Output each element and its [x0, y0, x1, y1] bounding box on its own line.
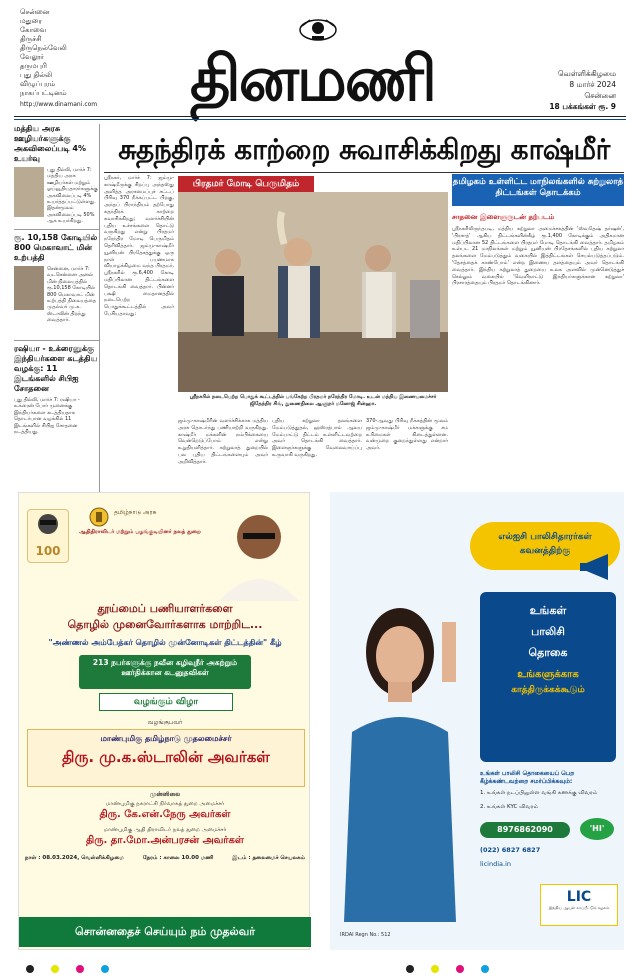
- lic-regn: IRDAI Regn No.: 512: [340, 932, 391, 938]
- issue-city: சென்னை: [584, 91, 616, 100]
- editions-list: [20, 8, 115, 109]
- edition: திருநெல்வேலி: [20, 44, 67, 52]
- print-registration-marks: [0, 958, 640, 970]
- left-story-photo: [14, 266, 44, 310]
- centenary-badge: 100: [35, 544, 61, 558]
- scheme-box: [79, 655, 251, 689]
- event-venue: இடம் : தலைமைச் செயலகம்: [232, 855, 305, 861]
- cm-portrait: [209, 501, 307, 601]
- edition: கோவை: [20, 26, 47, 34]
- left-story-photo: [14, 167, 44, 217]
- masthead: [175, 40, 450, 118]
- reg-dot: [406, 965, 414, 973]
- lead-story-tag: பிரதமர் மோடி பெருமிதம்: [178, 176, 314, 192]
- minister-name: திரு. கே.என்.நேரு அவர்கள்: [99, 809, 231, 820]
- cm-title: மாண்புமிகு தமிழ்நாடு முதலமைச்சர்: [100, 734, 232, 743]
- side-story-headline: தமிழகம் உள்ளிட்ட மாநிலங்களில் சுற்றுலாத் திட்டங்கள் தொடக்கம்: [452, 174, 624, 206]
- date-block: [496, 68, 616, 112]
- edition: வேலூர்: [20, 53, 44, 61]
- header-rule-blue: [14, 119, 626, 120]
- whatsapp-hi-badge: 'HI': [580, 818, 614, 840]
- lead-photo: [178, 192, 448, 392]
- edition: விழுப்புரம்: [20, 80, 56, 88]
- reg-dot: [101, 965, 109, 973]
- scheme-name: "அண்ணல் அம்பேத்கர் தொழில் முன்னோடிகள் திட்டத்தின்" கீழ்: [48, 638, 282, 647]
- lead-story-column: 370-ஆவது பிரிவு நீக்கத்தின் மூலம் ஜம்மு-காஷ்மீர் மக்களுக்கு சம உரிமைகள் கிடைத்துள்ளன. வன்முறை குறைந்துள்ளது என்றார் அவர்.: [366, 418, 448, 452]
- cm-name: திரு. மு.க.ஸ்டாலின் அவர்கள்: [62, 748, 270, 766]
- minister-name: திரு. தா.மோ.அன்பரசன் அவர்கள்: [86, 835, 244, 846]
- left-story-headline: ரஷியா - உக்ரைனுக்கு இந்தியர்களை கடத்திய வழக்கு: 11 இடங்களில் சிபிஐ சோதனை: [14, 344, 98, 393]
- lead-photo-caption: ஸ்ரீநகரில் நடைபெற்ற பொதுக் கூட்டத்தில் பங்கேற்ற பிரதமர் நரேந்திர மோடி. உடன் மத்திய இணையமைச்சர் ஜிதேந்திர சிங், துணைநிலை ஆளுநர் மனோஜ் சின்ஹா.: [189, 394, 437, 407]
- ad-headline: தூய்மைப் பணியாளர்களை: [97, 602, 233, 615]
- reg-dot: [76, 965, 84, 973]
- left-story-body: சென்னை, மார்ச் 7: வடசென்னை அனல் மின் நிலையத்தில் ரூ.10,158 கோடியில் 800 மெகாவாட் மின் உற்பத்தி நிலையத்தை முதல்வர் மு.க. ஸ்டாலின் திறந்து வைத்தார்.: [47, 266, 97, 324]
- lic-whatsapp-number[interactable]: 8976862090: [480, 822, 570, 838]
- cm-panel: [27, 729, 305, 787]
- lic-headline: எல்ஐசி பாலிசிதாரர்கள்: [498, 532, 592, 542]
- ad-headline: தொழில் முனைவோர்களாக மாற்றிட...: [67, 618, 263, 631]
- masthead-emblem-icon: [296, 14, 340, 42]
- left-story-headline: ரூ. 10,158 கோடியில் 800 மெகாவாட் மின் உற்பத்தி: [14, 233, 98, 262]
- lic-advertisement: [330, 492, 624, 950]
- lead-photo-illustration: [178, 192, 448, 392]
- cm-portrait-illustration: [209, 501, 307, 601]
- masthead-title: தினமணி: [189, 42, 436, 115]
- dept-label: ஆதிதிராவிடர் மற்றும் பழங்குடியினர் நலத் துறை: [79, 529, 201, 535]
- lic-speech-line: உங்கள்: [529, 604, 567, 617]
- govt-label: தமிழ்நாடு அரசு: [114, 509, 157, 516]
- centenary-logo: [27, 509, 69, 563]
- issue-date: 8 மார்ச் 2024: [569, 80, 616, 89]
- reg-dot: [456, 965, 464, 973]
- lic-brand: LIC: [566, 889, 592, 905]
- lic-step: 1. உங்கள் நடப்பிலுள்ள வங்கி கணக்கு விவரம்: [480, 790, 598, 796]
- reg-dot: [481, 965, 489, 973]
- edition: நாகப்பட்டினம்: [20, 89, 67, 97]
- minister-title: மாண்புமிகு நகராட்சி நிர்வாகத் துறை அமைச்சர்: [105, 801, 225, 807]
- side-story-body: ஸ்ரீநகரிலிருந்தபடி, மத்திய சுற்றுலா அமைச்சகத்தின் 'ஸ்வதேஷ் தர்ஷன்', 'பிரசாத்' ஆகிய திட்டங்களின்கீழ் ரூ.1,400 கோடிக்கும் அதிகமான மதிப்பிலான 52 திட்டங்களை பிரதமர் மோடி தொடங்கி வைத்தார். தமிழகம் உள்பட 21 மாநிலங்கள் மற்றும் யூனியன் பிரதேசங்களில் புதிய சுற்றுலா தலங்களை மேம்படுத்தும் வகையில் இத்திட்டங்கள் செயல்படுத்தப்படும். 'தேசத்தைக் காண்போம்' என்ற இணைய தளத்தையும் அவர் தொடங்கி வைத்தார். இந்திய சுற்றுலாத் துறையை உலக அளவில் முன்னெடுத்துச் செல்லும் வகையில் 'வெளிநாட்டு இந்தியர்களுக்கான சுற்றுலா' பிரசாரத்தையும் பிரதமர் தொடங்கினார்.: [452, 226, 624, 287]
- lic-call-number[interactable]: (022) 6827 6827: [480, 846, 541, 854]
- event-time: நேரம் : காலை 10.00 மணி: [142, 855, 214, 861]
- event-details: [25, 855, 305, 862]
- reg-dot: [51, 965, 59, 973]
- lic-speech-box: [480, 592, 616, 762]
- lic-logo: [540, 884, 618, 926]
- website-link[interactable]: http://www.dinamani.com: [20, 101, 98, 108]
- lic-headline: கவனத்திற்கு: [519, 546, 571, 556]
- edition: மதுரை: [20, 17, 42, 25]
- edition: தருமபுரி: [20, 62, 47, 70]
- event-label: வழங்கும் விழா: [99, 693, 233, 711]
- reg-dot: [26, 965, 34, 973]
- tn-emblem-icon: [89, 507, 109, 527]
- lic-speech-line: தொகை: [528, 646, 568, 659]
- header-rule: [14, 116, 626, 117]
- edition: சென்னை: [20, 8, 50, 16]
- lead-story-column: புதிய சுற்றுலா தலங்களை மேம்படுத்துதல், ஹஸ்ரத்பால் ஆலய மேம்பாட்டு திட்டம் உள்ளிட்டவற்றை அவர் தொடங்கி வைத்தார். இளைஞர்களுக்கு வேலைவாய்ப்பு உருவாகி வருகிறது.: [272, 418, 362, 458]
- issue-day: வெள்ளிக்கிழமை: [557, 69, 616, 78]
- lic-speech-line: காத்திருக்கக்கூடும்: [511, 685, 585, 695]
- lic-website[interactable]: licindia.in: [480, 860, 512, 868]
- event-date: நாள் : 08.03.2024, வெள்ளிக்கிழமை: [25, 855, 124, 861]
- presenter-label: வழங்குபவர்: [147, 719, 183, 726]
- minister-title: மாண்புமிகு ஆதி திராவிடர் நலத் துறை அமைச்சர்: [103, 827, 227, 833]
- lead-story-column: ஸ்ரீநகர், மார்ச் 7: ஜம்மு-காஷ்மீருக்கு சிறப்பு அந்தஸ்து அளித்த அரசமைப்புச் சட்டப் பிரிவு 370 நீக்கப்பட்ட பிறகு, அந்தப் பிராந்தியம் தற்போது சுதந்திரக் காற்றை சுவாசிக்கிறது; வளர்ச்சியின் புதிய உச்சங்களை தொட்டு வருகிறது என்று பிரதமர் நரேந்திர மோடி பெருமிதம் தெரிவித்தார். ஜம்மு-காஷ்மீர் யூனியன் பிரதேசத்துக்கு ஒரு நாள் பயணமாக வியாழக்கிழமை வந்த பிரதமர், ஸ்ரீநகரில் ரூ.6,400 கோடி மதிப்பிலான திட்டங்களை தொடங்கி வைத்தார். பின்னர் பக்ஷி மைதானத்தில் நடைபெற்ற பொதுக்கூட்டத்தில் அவர் பேசியதாவது:: [104, 175, 174, 317]
- headline-rule: [104, 172, 624, 173]
- lic-step: 2. உங்கள் KYC விவரம்: [480, 804, 538, 810]
- ad-footer-slogan: சொன்னதைச் செய்யும் நம் முதல்வர்: [19, 917, 311, 947]
- woman-illustration: [338, 582, 478, 922]
- left-story-body: புது தில்லி, மார்ச் 7: மத்திய அரசு ஊழியர்கள் மற்றும் ஓய்வூதியதாரர்களுக்கு அகவிலைப்படி 4% உயர்த்தப்பட்டுள்ளது. இதன்மூலம் அகவிலைப்படி 50% ஆக உயர்கிறது.: [47, 167, 98, 225]
- issue-pages-price: 18 பக்கங்கள் ரூ. 9: [549, 102, 616, 111]
- lic-speech-line: உங்களுக்காக: [517, 669, 579, 680]
- scheme-box-text: 213 நபர்களுக்கு நவீன கழிவுநீர் அகற்றும் ஊர்திக்கான கடனுதவிகள்: [92, 658, 238, 677]
- edition: புது தில்லி: [20, 71, 53, 79]
- left-story-headline: மத்திய அரசு ஊழியர்களுக்கு அகவிலைப்படி 4% உயர்வு: [14, 124, 86, 163]
- reg-dot: [431, 965, 439, 973]
- lead-story-column: ஜம்மு-காஷ்மீரின் வளர்ச்சிக்காக மத்திய அரசு தொடர்ந்து பணியாற்றி வருகிறது. காஷ்மீர் மக்களின் நம்பிக்கையை வென்றெடுப்போம் என்று உறுதியளித்தார். சுற்றுலாத் துறையில் பல புதிய திட்டங்களையும் அவர் அறிவித்தார்.: [178, 418, 268, 465]
- lic-instructions: உங்கள் பாலிசி தொகையைப் பெற கீழ்க்கண்டவற்றை சமர்ப்பிக்கவும்:: [480, 770, 575, 785]
- side-story-subhead: சாதனை இளைஞருடன் தற்படம்: [452, 213, 555, 221]
- megaphone-icon: [580, 552, 620, 582]
- lic-brand-sub: இந்திய ஆயுள் காப்பீட்டுக் கழகம்: [548, 905, 610, 910]
- left-story-body: புது தில்லி, மார்ச் 7: ரஷியா - உக்ரைன் போர் முனைக்கு இந்தியர்களை கடத்தியதாக தொடர்பான வழக்கில் 11 இடங்களில் சிபிஐ சோதனை நடத்தியது.: [14, 397, 80, 436]
- lic-speech-line: பாலிசி: [531, 625, 565, 638]
- leader-portrait-icon: [28, 510, 68, 540]
- edition: திருச்சி: [20, 35, 42, 43]
- lead-label: முன்னிலை: [149, 791, 181, 798]
- govt-advertisement: [18, 492, 310, 950]
- lead-headline: சுதந்திரக் காற்றை சுவாசிக்கிறது காஷ்மீர்: [118, 133, 610, 166]
